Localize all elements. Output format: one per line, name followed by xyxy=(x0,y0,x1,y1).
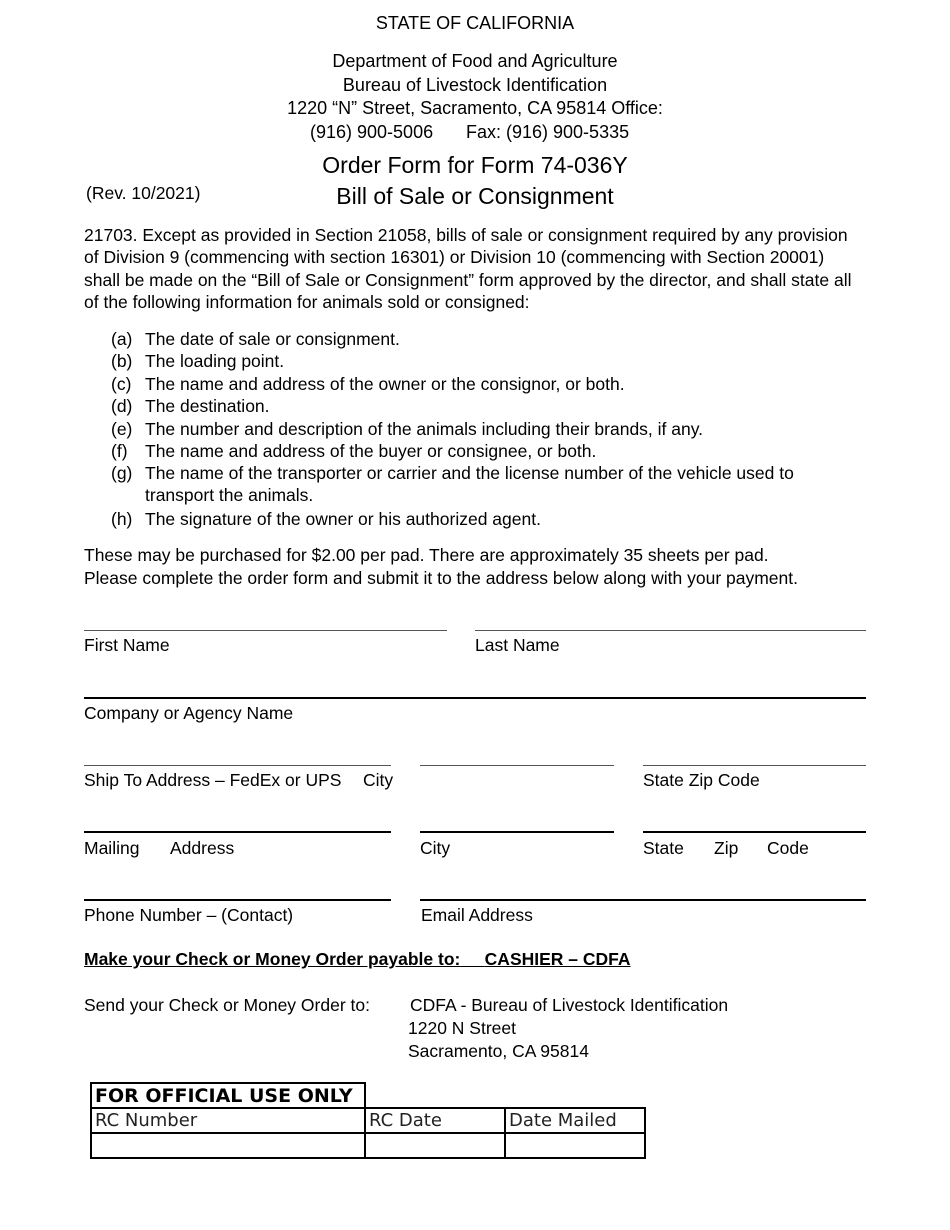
mailing-zip-label: Zip xyxy=(714,838,739,858)
purchase-note: These may be purchased for $2.00 per pad. There are approximately 35 sheets per pad. xyxy=(84,545,769,565)
list-item-label: (c) xyxy=(111,374,132,394)
payable-label: Make your Check or Money Order payable to: xyxy=(84,949,461,969)
mailing-city-field[interactable] xyxy=(420,831,614,833)
list-item-text: The name and address of the owner or the consignor, or both. xyxy=(145,374,625,394)
mailing-state-zip-field[interactable] xyxy=(643,831,866,833)
revision-date: (Rev. 10/2021) xyxy=(86,183,201,203)
list-item-text: The signature of the owner or his authorized agent. xyxy=(145,509,541,529)
list-item xyxy=(111,373,825,395)
send-to-line2: 1220 N Street xyxy=(408,1018,516,1038)
email-label: Email Address xyxy=(421,905,533,925)
list-item-text: The name of the transporter or carrier and the license number of the vehicle used to transport the animals. xyxy=(145,463,794,506)
ship-state-zip-field[interactable] xyxy=(643,765,866,766)
statute-paragraph: 21703. Except as provided in Section 21058, bills of sale or consignment required by any provision of Division 9 (commencing with section 16301) or Division 10 (commencing with Section 20001) shall be made on the “Bill of Sale or Consignment” form approved by the director, and shall state all of the following information for animals sold or consigned: xyxy=(84,225,852,313)
ship-city-field[interactable] xyxy=(420,765,614,766)
list-item-label: (a) xyxy=(111,329,133,349)
official-use-heading: FOR OFFICIAL USE ONLY xyxy=(91,1083,365,1108)
send-to-line1: CDFA - Bureau of Livestock Identification xyxy=(410,995,729,1015)
list-item-text: The destination. xyxy=(145,396,270,416)
rc-date-header: RC Date xyxy=(365,1108,505,1133)
list-item xyxy=(111,508,825,530)
mailing-label: Mailing xyxy=(84,838,140,858)
rc-number-cell[interactable] xyxy=(91,1133,365,1158)
list-item xyxy=(111,418,825,440)
table-cell xyxy=(505,1083,645,1108)
last-name-label: Last Name xyxy=(475,635,560,655)
company-name-label: Company or Agency Name xyxy=(84,703,294,723)
first-name-label: First Name xyxy=(84,635,170,655)
list-item-text: The loading point. xyxy=(145,351,285,371)
purchase-instructions: Please complete the order form and submit it to the address below along with your payment. xyxy=(84,568,798,588)
ship-state-zip-label: State Zip Code xyxy=(643,770,760,790)
official-use-table xyxy=(90,1082,646,1159)
rc-date-cell[interactable] xyxy=(365,1133,505,1158)
form-title: Order Form for Form 74-036Y xyxy=(322,152,628,178)
mailing-state-label: State xyxy=(643,838,684,858)
ship-address-field[interactable] xyxy=(84,765,391,766)
table-cell xyxy=(365,1083,505,1108)
company-name-field[interactable] xyxy=(84,697,866,699)
list-item-text: The name and address of the buyer or consignee, or both. xyxy=(145,441,597,461)
list-item-label: (b) xyxy=(111,351,133,371)
list-item xyxy=(111,350,825,372)
send-to-label: Send your Check or Money Order to: xyxy=(84,995,370,1015)
list-item xyxy=(111,440,825,462)
list-item-text: The date of sale or consignment. xyxy=(145,329,400,349)
date-mailed-header: Date Mailed xyxy=(505,1108,645,1133)
list-item xyxy=(111,328,825,350)
state-heading: STATE OF CALIFORNIA xyxy=(375,13,575,33)
rc-number-header: RC Number xyxy=(91,1108,365,1133)
first-name-field[interactable] xyxy=(84,630,447,631)
list-item-label: (h) xyxy=(111,509,133,529)
mailing-address-label: Address xyxy=(170,838,235,858)
mailing-code-label: Code xyxy=(767,838,809,858)
list-item-label: (g) xyxy=(111,463,133,483)
list-item-label: (e) xyxy=(111,419,133,439)
payable-instruction xyxy=(84,949,631,970)
date-mailed-cell[interactable] xyxy=(505,1133,645,1158)
ship-address-label: Ship To Address – FedEx or UPS xyxy=(84,770,342,790)
ship-city-label: City xyxy=(363,770,394,790)
email-field[interactable] xyxy=(420,899,866,901)
department-name: Department of Food and Agriculture xyxy=(332,51,618,71)
phone-label: Phone Number – (Contact) xyxy=(84,905,294,925)
list-item-label: (f) xyxy=(111,441,128,461)
office-fax: Fax: (916) 900-5335 xyxy=(466,122,630,142)
mailing-address-field[interactable] xyxy=(84,831,391,833)
office-address: 1220 “N” Street, Sacramento, CA 95814 Office: xyxy=(287,98,663,118)
list-item xyxy=(111,462,825,507)
list-item xyxy=(111,395,825,417)
office-phone: (916) 900-5006 xyxy=(310,122,434,142)
mailing-city-label: City xyxy=(420,838,451,858)
form-subtitle: Bill of Sale or Consignment xyxy=(336,183,614,209)
bureau-name: Bureau of Livestock Identification xyxy=(342,75,608,95)
send-to-line3: Sacramento, CA 95814 xyxy=(408,1041,589,1061)
list-item-label: (d) xyxy=(111,396,133,416)
payable-to: CASHIER – CDFA xyxy=(484,949,631,969)
phone-field[interactable] xyxy=(84,899,391,901)
last-name-field[interactable] xyxy=(475,630,866,631)
list-item-text: The number and description of the animals including their brands, if any. xyxy=(145,419,704,439)
